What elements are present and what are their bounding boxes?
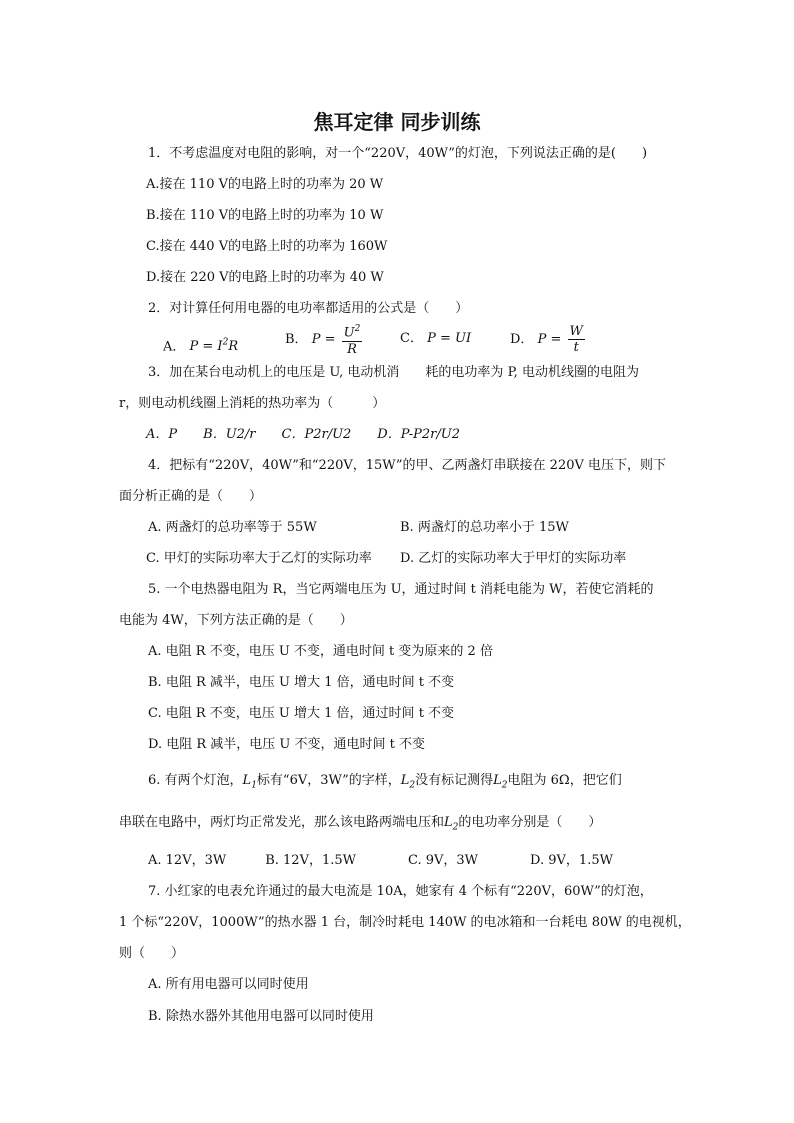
q2-option-d (510, 320, 587, 360)
q2-formula-b-fraction: $\frac{U^2}{R}$ (343, 324, 361, 357)
q2-formula-c: P = UI (427, 331, 472, 346)
q7-stem-line2: 1 个标“220V，1000W”的热水器 1 台，制冷时耗电 140W 的电冰箱和一台耗电 80W 的电视机， (119, 915, 691, 930)
q1-option-a: A.接在 110 V的电路上时的功率为 20 W (146, 177, 384, 192)
q3-stem-line1: 3．加在某台电动机上的电压是 U, 电动机消 耗的电功率为 P, 电动机线圈的电阻为 (148, 365, 639, 380)
q6-symbol-l1: $L_1$ (242, 773, 257, 791)
q2-option-d-label: D． (510, 332, 534, 347)
q5-option-d: D. 电阻 R 减半，电压 U 不变，通电时间 t 不变 (148, 737, 425, 752)
q7-stem-line3: 则（ ） (119, 946, 185, 961)
q2-formula-d-fraction: $\frac{W}{t}$ (569, 324, 583, 355)
q6-stem-part: 串联在电路中，两灯均正常发光，那么该电路两端电压和 (119, 815, 445, 830)
q2-stem: 2．对计算任何用电器的电功率都适用的公式是（ ） (148, 301, 469, 316)
q3-stem-line2: r，则电动机线圈上消耗的热功率为（ ） (119, 396, 386, 411)
q5-option-a: A. 电阻 R 不变，电压 U 不变，通电时间 t 变为原来的 2 倍 (148, 644, 493, 659)
q2-option-b (285, 320, 364, 360)
q6-stem-part: 标有“6V，3W”的字样， (256, 773, 401, 788)
q5-option-b: B. 电阻 R 减半，电压 U 增大 1 倍，通电时间 t 不变 (148, 675, 455, 690)
q6-options: A. 12V，3W B. 12V，1.5W C. 9V，3W D. 9V，1.5W (148, 853, 613, 868)
q2-option-a (163, 334, 238, 356)
q6-symbol-l2: $L_2$ (400, 773, 416, 791)
q3-options: A．P B．U2/r C．P2r/U2 D．P-P2r/U2 (146, 427, 460, 442)
q6-stem-part: 没有标记测得 (415, 773, 494, 788)
q4-option-a: A. 两盏灯的总功率等于 55W (148, 520, 317, 535)
q7-option-b: B. 除热水器外其他用电器可以同时使用 (148, 1009, 374, 1024)
q4-stem-line1: 4．把标有“220V，40W”和“220V，15W”的甲、乙两盏灯串联接在 220V 电压下，则下 (148, 458, 667, 473)
q2-option-c (400, 330, 471, 348)
q4-option-b: B. 两盏灯的总功率小于 15W (400, 520, 569, 535)
q2-formula-a: $P = I^2R$ (189, 338, 239, 355)
q2-option-a-label: A． (163, 339, 186, 355)
q2-option-c-label: C． (400, 331, 423, 346)
q6-stem-part: 的电功率分别是（ ） (458, 815, 602, 830)
q7-stem-line1: 7. 小红家的电表允许通过的最大电流是 10A，她家有 4 个标有“220V，60W”的灯泡， (148, 884, 653, 899)
q2-formula-d: P = (537, 332, 562, 347)
q2-formula-b: P = (311, 332, 336, 347)
q6-symbol-l2: $L_2$ (493, 773, 508, 791)
q5-stem-line2: 电能为 4W，下列方法正确的是（ ） (119, 613, 353, 628)
page-title: 焦耳定律 同步训练 (313, 110, 481, 134)
q5-stem-line1: 5. 一个电热器电阻为 R，当它两端电压为 U，通过时间 t 消耗电能为 W，若使它消耗的 (148, 582, 654, 597)
q5-option-c: C. 电阻 R 不变，电压 U 增大 1 倍，通过时间 t 不变 (148, 706, 455, 721)
q4-option-c: C. 甲灯的实际功率大于乙灯的实际功率 (146, 551, 372, 566)
q6-stem-line1 (148, 772, 622, 795)
q4-stem-line2: 面分析正确的是（ ） (119, 489, 263, 504)
q2-option-b-label: B． (285, 332, 308, 347)
q1-option-b: B.接在 110 V的电路上时的功率为 10 W (146, 208, 384, 223)
q6-stem-part: 电阻为 6Ω，把它们 (507, 773, 622, 788)
q6-stem-part: 6. 有两个灯泡， (148, 773, 243, 788)
q1-stem: 1．不考虑温度对电阻的影响，对一个“220V，40W”的灯泡，下列说法正确的是( ) (148, 146, 648, 161)
q4-option-d: D. 乙灯的实际功率大于甲灯的实际功率 (400, 551, 627, 566)
q1-option-c: C.接在 440 V的电路上时的功率为 160W (146, 239, 388, 254)
q7-option-a: A. 所有用电器可以同时使用 (148, 977, 309, 992)
q6-symbol-l2: $L_2$ (444, 815, 459, 833)
q6-stem-line2 (119, 814, 601, 837)
q1-option-d: D.接在 220 V的电路上时的功率为 40 W (146, 270, 384, 285)
